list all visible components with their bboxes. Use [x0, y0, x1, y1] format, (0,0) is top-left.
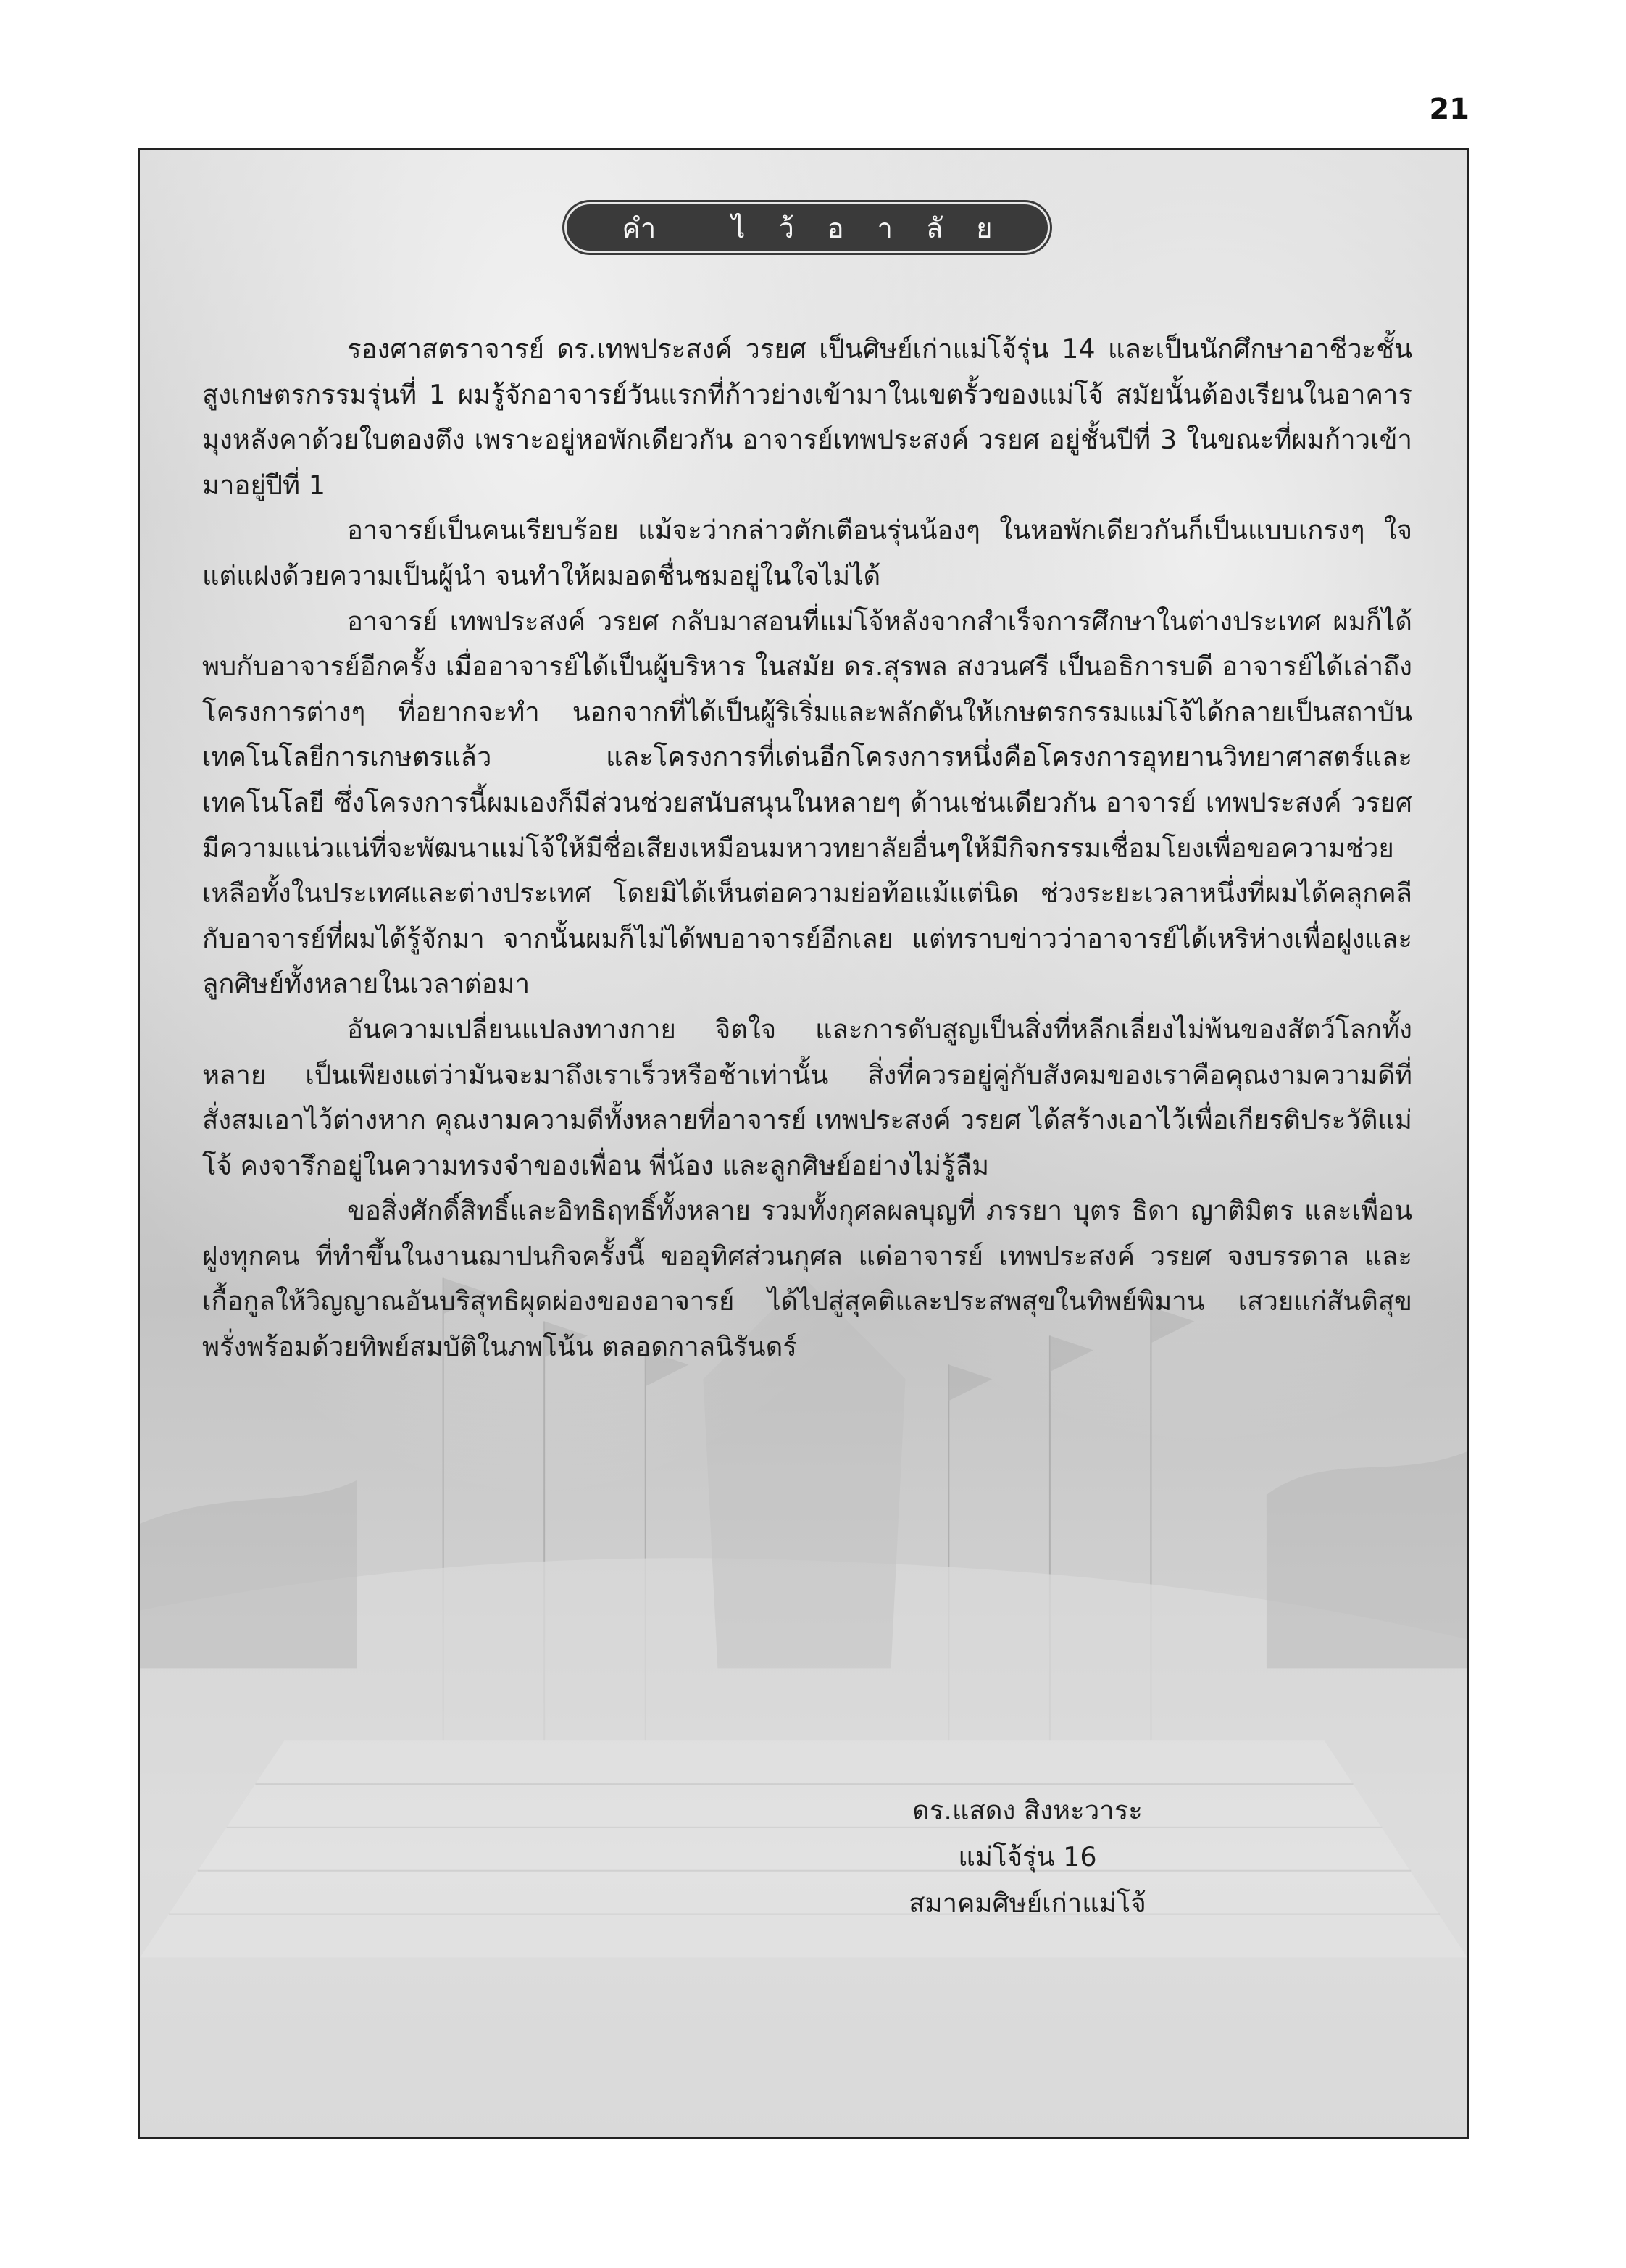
paragraph-2: อาจารย์เป็นคนเรียบร้อย แม้จะว่ากล่าวตักเตือนรุ่นน้องๆ ในหอพักเดียวกันก็เป็นแบบเกรงๆ ใจ แต่แฝงด้วยความเป็นผู้นำ จนทำให้ผมอดชื่นชมอยู่ในใจไม่ได้ [202, 514, 1412, 591]
signature-block [756, 1788, 1299, 1927]
signature-association: สมาคมศิษย์เก่าแม่โจ้ [909, 1888, 1146, 1919]
paragraph-4: อันความเปลี่ยนแปลงทางกาย จิตใจ และการดับสูญเป็นสิ่งที่หลีกเลี่ยงไม่พ้นของสัตว์โลกทั้งหลาย เป็นเพียงแต่ว่ามันจะมาถึงเราเร็วหรือช้าเท่านั้น สิ่งที่ควรอยู่คู่กับสังคมของเราคือคุณงามความดีที่สั่งสมเอาไว้ต่างหาก คุณงามความดีทั้งหลายที่อาจารย์ เทพประสงค์ วรยศ ได้สร้างเอาไว้เพื่อเกียรติประวัติแม่โจ้ คงจารึกอยู่ในความทรงจำของเพื่อน พี่น้อง และลูกศิษย์อย่างไม่รู้ลืม [202, 1013, 1412, 1181]
signature-class: แม่โจ้รุ่น 16 [958, 1841, 1097, 1872]
title-banner [564, 202, 1050, 253]
memorial-frame [138, 148, 1469, 2139]
paragraph-5: ขอสิ่งศักดิ์สิทธิ์และอิทธิฤทธิ์ทั้งหลาย รวมทั้งกุศลผลบุญที่ ภรรยา บุตร ธิดา ญาติมิตร และเพื่อนฝูงทุกคน ที่ทำขึ้นในงานฌาปนกิจครั้งนี้ ขออุทิศส่วนกุศล แด่อาจารย์ เทพประสงค์ วรยศ จงบรรดาล และเกื้อกูลให้วิญญาณอันบริสุทธิผุดผ่องของอาจารย์ ได้ไปสู่สุคติและประสพสุขในทิพย์พิมาน เสวยแก่สันติสุข พรั่งพร้อมด้วยทิพย์สมบัติในภพโน้น ตลอดกาลนิรันดร์ [202, 1195, 1412, 1363]
memorial-body [202, 327, 1412, 1370]
title-text: คำ ไว้อาลัย [622, 212, 1026, 244]
signature-name: ดร.แสดง สิงหะวาระ [912, 1795, 1143, 1826]
paragraph-1: รองศาสตราจารย์ ดร.เทพประสงค์ วรยศ เป็นศิษย์เก่าแม่โจ้รุ่น 14 และเป็นนักศึกษาอาชีวะชั้นสูงเกษตรกรรมรุ่นที่ 1 ผมรู้จักอาจารย์วันแรกที่ก้าวย่างเข้ามาในเขตรั้วของแม่โจ้ สมัยนั้นต้องเรียนในอาคารมุงหลังคาด้วยใบตองตึง เพราะอยู่หอพักเดียวกัน อาจารย์เทพประสงค์ วรยศ อยู่ชั้นปีที่ 3 ในขณะที่ผมก้าวเข้ามาอยู่ปีที่ 1 [202, 333, 1412, 501]
page-number: 21 [1429, 93, 1469, 126]
paragraph-3: อาจารย์ เทพประสงค์ วรยศ กลับมาสอนที่แม่โจ้หลังจากสำเร็จการศึกษาในต่างประเทศ ผมก็ได้พบกับอาจารย์อีกครั้ง เมื่ออาจารย์ได้เป็นผู้บริหาร ในสมัย ดร.สุรพล สงวนศรี เป็นอธิการบดี อาจารย์ได้เล่าถึงโครงการต่างๆ ที่อยากจะทำ นอกจากที่ได้เป็นผู้ริเริ่มและพลักดันให้เกษตรกรรมแม่โจ้ได้กลายเป็นสถาบันเทคโนโลยีการเกษตรแล้ว และโครงการที่เด่นอีกโครงการหนึ่งคือโครงการอุทยานวิทยาศาสตร์และเทคโนโลยี ซึ่งโครงการนี้ผมเองก็มีส่วนช่วยสนับสนุนในหลายๆ ด้านเช่นเดียวกัน อาจารย์ เทพประสงค์ วรยศ มีความแน่วแน่ที่จะพัฒนาแม่โจ้ให้มีชื่อเสียงเหมือนมหาวทยาลัยอื่นๆให้มีกิจกรรมเชื่อมโยงเพื่อขอความช่วยเหลือทั้งในประเทศและต่างประเทศ โดยมิได้เห็นต่อความย่อท้อแม้แต่นิด ช่วงระยะเวลาหนึ่งที่ผมได้คลุกคลีกับอาจารย์ที่ผมได้รู้จักมา จากนั้นผมก็ไม่ได้พบอาจารย์อีกเลย แต่ทราบข่าวว่าอาจารย์ได้เหริห่างเพื่อฝูงและลูกศิษย์ทั้งหลายในเวลาต่อมา [202, 605, 1412, 1000]
